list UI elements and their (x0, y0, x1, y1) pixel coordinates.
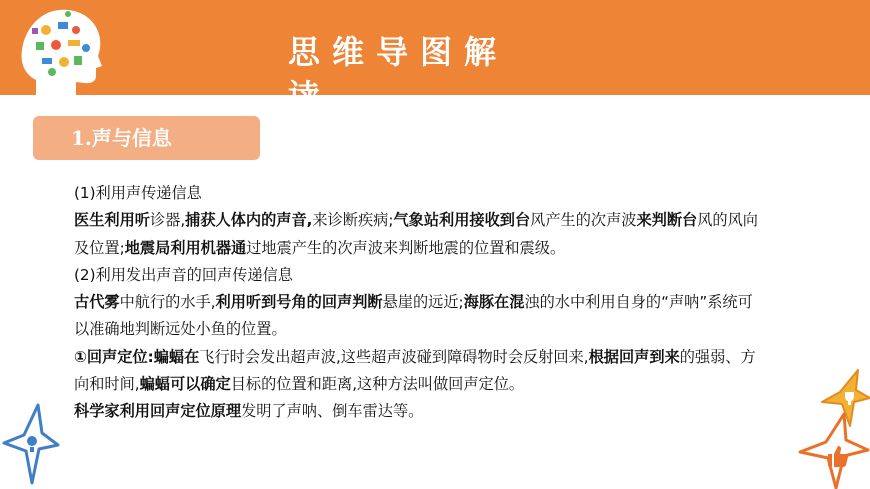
body-text: 的强弱、方向和时间, (74, 347, 756, 394)
emphasized-text: 地震局利用机器通 (124, 238, 247, 257)
heading-sound-info: (1)利用声传递信息 (74, 184, 202, 202)
page-title: 思维导图解读 (288, 33, 509, 115)
emphasized-text: 医生利用听 (74, 211, 150, 230)
emphasized-text: 来判断台 (636, 211, 698, 230)
header-banner (0, 0, 870, 115)
head-with-learning-icons (6, 0, 106, 95)
body-text: 中航行的水手, (119, 293, 216, 312)
emphasized-text: 捕获人体内的声音, (185, 211, 313, 230)
emphasized-text: 科学家利用回声定位原理 (74, 402, 242, 421)
paragraph-echolocation (74, 344, 764, 399)
body-text: 悬崖的远近; (382, 293, 464, 312)
body-text: 过地震产生的次声波来判断地震的位置和震级。 (246, 238, 566, 257)
body-text: 风的风向及位置; (74, 211, 758, 257)
emphasized-text: 蝙蝠可以确定 (139, 375, 231, 394)
body-text: 风产生的次声波 (530, 211, 637, 230)
body-text: 目标的位置和距离,这种方法叫做回声定位。 (230, 375, 525, 394)
heading-echo-info: (2)利用发出声音的回声传递信息 (74, 265, 293, 284)
emphasized-text: 蝙蝠在 (153, 347, 200, 366)
emphasized-text: 古代雾 (74, 293, 120, 312)
body-text: 飞行时会发出超声波,这些超声波碰到障碍物时会反射回来, (199, 347, 589, 366)
emphasized-text: 利用听到号角的回声判断 (215, 293, 383, 312)
emphasized-text: 气象站利用接收到台 (393, 211, 531, 230)
section-header (33, 116, 260, 160)
emphasized-text: 海豚在混 (463, 293, 525, 312)
body-text: 浊的水中利用自身的“声呐”系统可以准确地判断远处小鱼的位置。 (74, 293, 753, 339)
emphasized-text: 根据回声到来 (588, 347, 680, 366)
content-body (74, 180, 764, 426)
emphasized-text: ①回声定位: (74, 347, 154, 366)
star-thumbs-up-icon (796, 412, 870, 489)
body-text: 来诊断疾病; (312, 211, 394, 230)
body-text: 发明了声呐、倒车雷达等。 (241, 402, 424, 421)
body-text: 诊器, (149, 211, 186, 230)
paragraph-medical-weather-earthquake (74, 207, 764, 262)
section-title: 1.声与信息 (71, 126, 172, 150)
paragraph-sonar-radar (74, 398, 764, 425)
star-lightbulb-icon (2, 403, 60, 487)
paragraph-sailors-dolphins (74, 289, 764, 344)
